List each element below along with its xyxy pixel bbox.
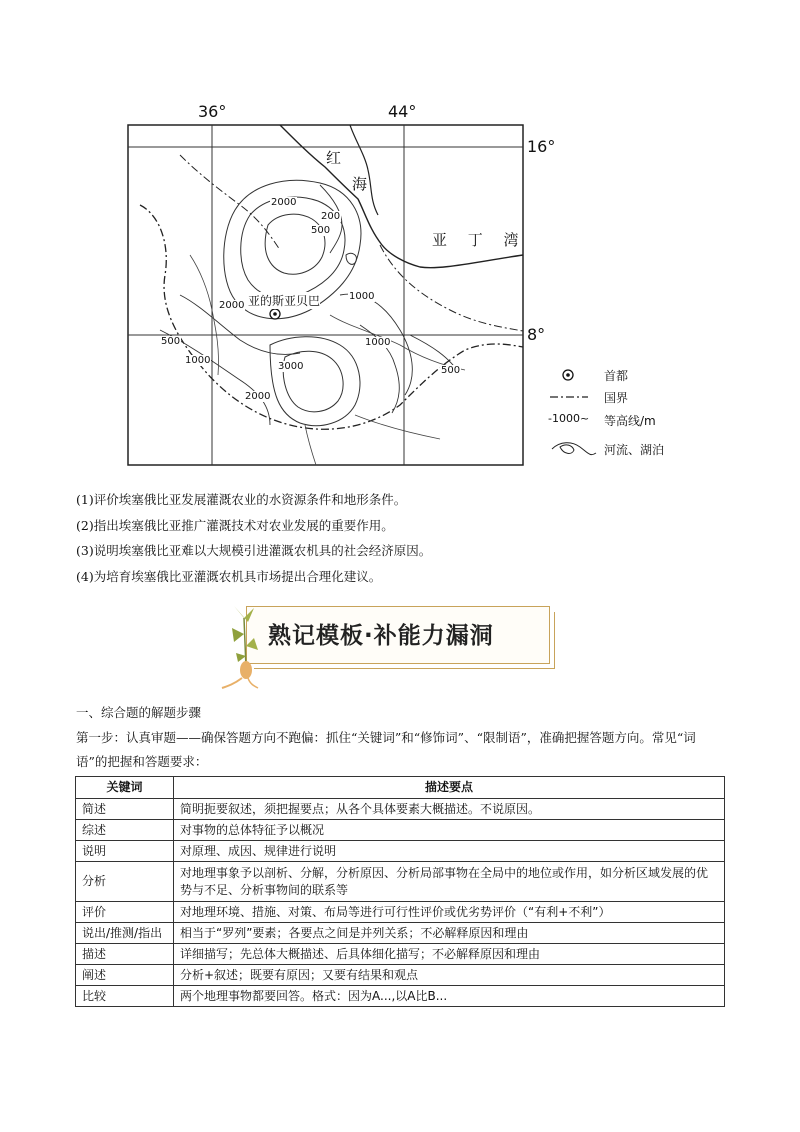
question-item: (2)指出埃塞俄比亚推广灌溉技术对农业发展的重要作用。 <box>76 517 394 533</box>
step-one-text: 第一步：认真审题——确保答题方向不跑偏：抓住“关键词”和“修饰词”、“限制语”，准确把握答题方向。常见“词语”的把握和答题要求： <box>76 730 696 769</box>
capital-label: 亚的斯亚贝巴 <box>248 294 321 308</box>
table-row <box>76 986 725 1007</box>
description-cell: 详细描写；先总体大概描述、后具体细化描写；不必解释原因和理由 <box>174 944 725 965</box>
keyword-cell: 评价 <box>76 902 174 923</box>
contour-label: 1000 <box>365 337 391 348</box>
contour-label: 500 <box>161 336 181 347</box>
section-heading: 一、综合题的解题步骤 <box>76 705 202 720</box>
ethiopia-map <box>120 95 800 475</box>
contour-label: 500 <box>311 225 331 236</box>
keyword-cell: 阐述 <box>76 965 174 986</box>
keyword-cell: 比较 <box>76 986 174 1007</box>
lon-label-44: 44° <box>388 102 417 121</box>
column-header-keyword: 关键词 <box>76 777 174 799</box>
question-list <box>76 487 736 589</box>
description-cell: 分析+叙述；既要有原因；又要有结果和观点 <box>174 965 725 986</box>
map-drawing <box>120 95 800 475</box>
keyword-cell: 描述 <box>76 944 174 965</box>
contour-label: 1000 <box>185 355 211 366</box>
contour-label: 2000 <box>219 300 245 311</box>
legend-capital-text: 首都 <box>604 369 629 383</box>
legend-contour-symbol: -1000~ <box>548 412 590 425</box>
table-row <box>76 799 725 820</box>
red-sea-label-1: 红 <box>326 149 342 167</box>
lat-label-16: 16° <box>527 137 556 156</box>
lat-label-8: 8° <box>527 325 546 344</box>
description-cell: 对事物的总体特征予以概况 <box>174 820 725 841</box>
description-cell: 两个地理事物都要回答。格式：因为A...,以A比B... <box>174 986 725 1007</box>
table-row <box>76 965 725 986</box>
table-row <box>76 902 725 923</box>
keyword-cell: 综述 <box>76 820 174 841</box>
question-item: (4)为培育埃塞俄比亚灌溉农机具市场提出合理化建议。 <box>76 568 382 584</box>
keyword-cell: 说出/推测/指出 <box>76 923 174 944</box>
map-frame <box>128 125 523 465</box>
table-row <box>76 923 725 944</box>
description-cell: 对地理环境、措施、对策、布局等进行可行性评价或优劣势评价（“有利+不利”） <box>174 902 725 923</box>
keyword-cell: 分析 <box>76 862 174 902</box>
description-cell: 对原理、成因、规律进行说明 <box>174 841 725 862</box>
contour-label: 200 <box>321 211 341 222</box>
legend-border-text: 国界 <box>604 391 629 405</box>
table-row <box>76 820 725 841</box>
contour-label: 2000 <box>245 391 271 402</box>
column-header-description: 描述要点 <box>174 777 725 799</box>
description-cell: 对地理事象予以剖析、分解，分析原因、分析局部事物在全局中的地位或作用，如分析区域发展的优势与不足、分析事物间的联系等 <box>174 862 725 902</box>
legend-river-text: 河流、湖泊 <box>604 443 665 457</box>
table-row <box>76 841 725 862</box>
table-row <box>76 944 725 965</box>
table-header-row <box>76 777 725 799</box>
legend-contour-text: 等高线/m <box>604 414 656 428</box>
contour-label: 3000 <box>278 361 304 372</box>
description-cell: 简明扼要叙述，须把握要点；从各个具体要素大概描述。不说原因。 <box>174 799 725 820</box>
section-banner <box>214 598 558 690</box>
keyword-cell: 说明 <box>76 841 174 862</box>
question-item: (3)说明埃塞俄比亚难以大规模引进灌溉农机具的社会经济原因。 <box>76 543 432 558</box>
question-item: (1)评价埃塞俄比亚发展灌溉农业的水资源条件和地形条件。 <box>76 492 407 507</box>
red-sea-label-2: 海 <box>352 175 368 193</box>
table-row <box>76 862 725 902</box>
banner-title: 熟记模板·补能力漏洞 <box>268 623 494 649</box>
keyword-table <box>75 776 725 1007</box>
gulf-of-aden-label: 亚 丁 湾 <box>432 231 527 249</box>
contour-label: 2000 <box>271 197 297 208</box>
description-cell: 相当于“罗列”要素；各要点之间是并列关系；不必解释原因和理由 <box>174 923 725 944</box>
contour-label: 1000 <box>349 291 375 302</box>
contour-label: 500 <box>441 365 461 376</box>
keyword-cell: 简述 <box>76 799 174 820</box>
lon-label-36: 36° <box>198 102 227 121</box>
